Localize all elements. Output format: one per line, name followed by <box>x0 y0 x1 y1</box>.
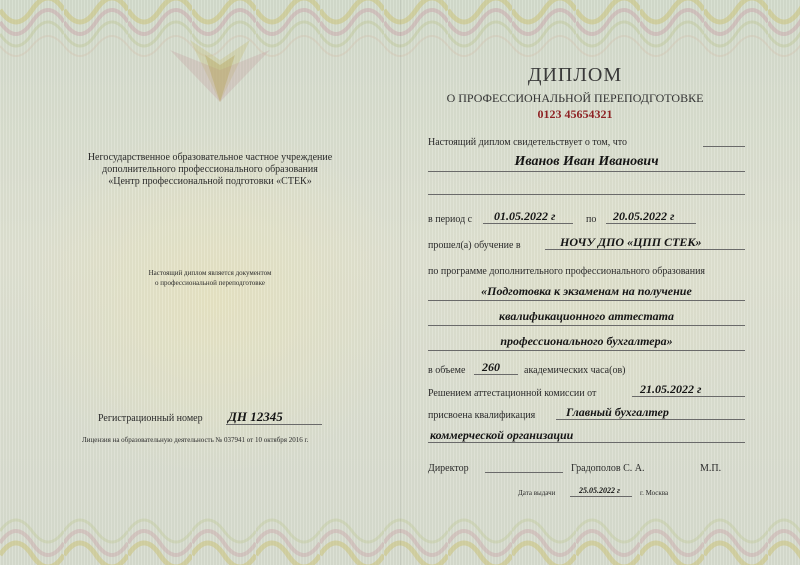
trained-label: прошел(а) обучение в <box>428 240 521 251</box>
commission-date-line <box>632 396 745 397</box>
institution-line <box>545 249 745 250</box>
diploma-number: 0123 45654321 <box>537 107 613 121</box>
period-from-label: в период с <box>428 214 473 225</box>
reg-number-value: ДН 12345 <box>228 409 283 424</box>
qualification-label: присвоена квалификация <box>428 410 536 421</box>
program-underline-3 <box>428 350 745 351</box>
hours-line <box>474 374 518 375</box>
org-line-3: «Центр профессиональной подготовки «СТЕК» <box>108 176 312 187</box>
emblem-ornament <box>150 30 290 105</box>
stamp-label: М.П. <box>700 463 722 474</box>
certifies-text: Настоящий диплом свидетельствует о том, что <box>428 137 627 148</box>
date-from-line <box>483 223 573 224</box>
recipient-name: Иванов Иван Иванович <box>514 154 659 169</box>
date-to-value: 20.05.2022 г <box>613 209 675 223</box>
diploma-subtitle: О ПРОФЕССИОНАЛЬНОЙ ПЕРЕПОДГОТОВКЕ <box>446 91 704 105</box>
qualification-line-1: Главный бухгалтер <box>566 405 669 419</box>
center-fold <box>400 0 401 565</box>
issue-date-line <box>570 496 632 497</box>
issue-date-label: Дата выдачи <box>518 489 556 497</box>
certifies-line <box>703 146 745 147</box>
qualification-underline-1 <box>556 419 745 420</box>
diploma-title: ДИПЛОМ <box>527 64 623 86</box>
commission-date-value: 21.05.2022 г <box>640 382 702 396</box>
director-signature-line <box>485 472 563 473</box>
org-line-2: дополнительного профессионального образования <box>102 164 318 175</box>
hours-value: 260 <box>482 360 500 374</box>
program-label: по программе дополнительного профессионального образования <box>428 266 706 277</box>
institution-value: НОЧУ ДПО «ЦПП СТЕК» <box>560 235 702 249</box>
program-underline-1 <box>428 300 745 301</box>
name-line-2 <box>428 194 745 195</box>
license-text: Лицензия на образовательную деятельность № 037941 от 10 октября 2016 г. <box>82 436 309 444</box>
qualification-underline-2 <box>428 442 745 443</box>
director-name: Градополов С. А. <box>571 463 645 474</box>
qualification-line-2: коммерческой организации <box>430 428 574 442</box>
issue-date-value: 25.05.2022 г <box>579 486 620 495</box>
city-label: г. Москва <box>640 489 669 497</box>
document-note <box>110 268 310 288</box>
reg-number-label: Регистрационный номер <box>98 413 203 424</box>
volume-label: в объеме <box>428 365 466 376</box>
program-line-1: «Подготовка к экзаменам на получение <box>481 284 692 298</box>
director-label: Директор <box>428 463 469 474</box>
reg-number-line <box>226 424 322 425</box>
date-to-line <box>606 223 696 224</box>
org-line-1: Негосударственное образовательное частное учреждение <box>87 152 333 163</box>
organization-name <box>40 152 380 188</box>
note-line-1: Настоящий диплом является документом <box>148 269 272 277</box>
program-line-3: профессионального бухгалтера» <box>500 334 673 348</box>
program-line-2: квалификационного аттестата <box>498 309 674 323</box>
period-to-label: по <box>586 214 597 225</box>
name-line-1 <box>428 171 745 172</box>
hours-unit: академических часа(ов) <box>524 365 626 376</box>
program-underline-2 <box>428 325 745 326</box>
commission-label: Решением аттестационной комиссии от <box>428 388 597 399</box>
note-line-2: о профессиональной переподготовке <box>155 279 265 287</box>
date-from-value: 01.05.2022 г <box>494 209 556 223</box>
